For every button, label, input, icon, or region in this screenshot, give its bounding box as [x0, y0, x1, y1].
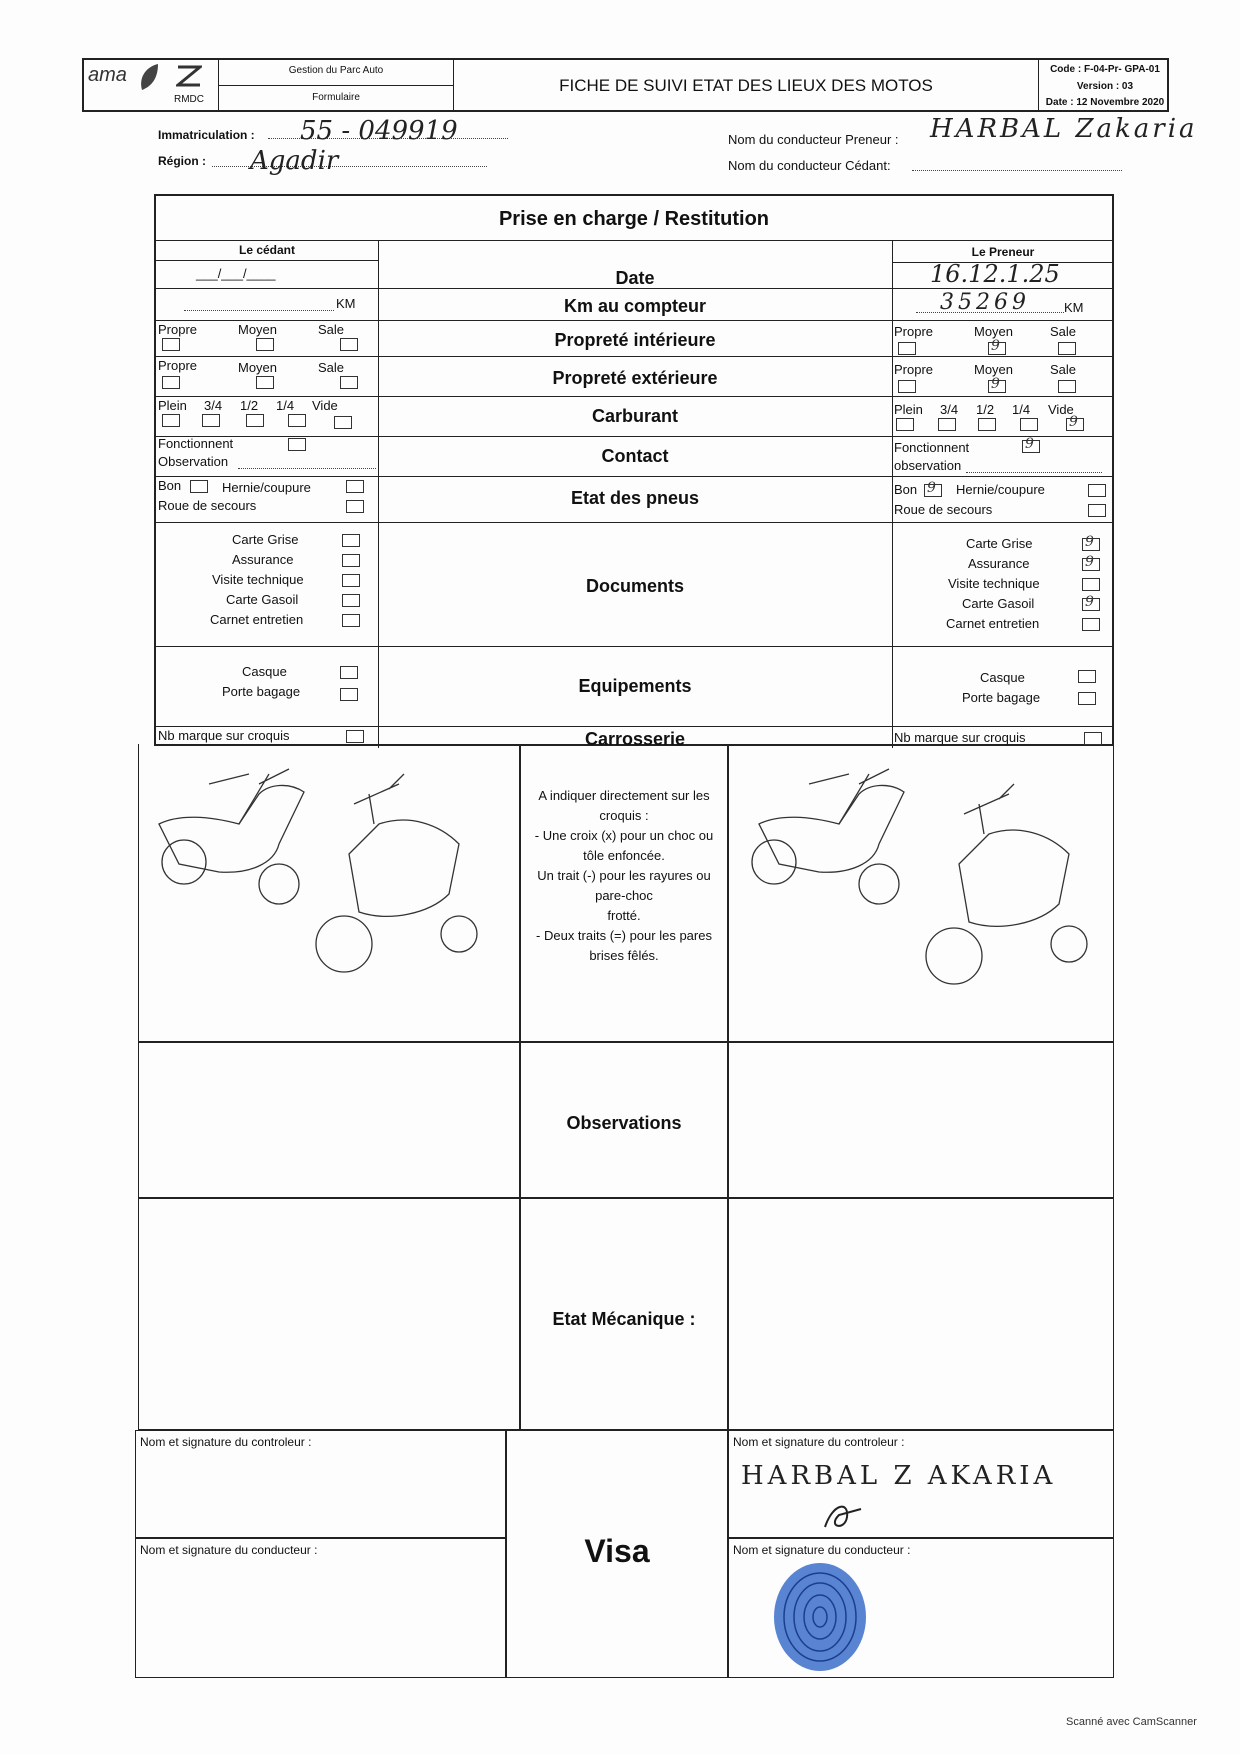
preneur-sketch-area[interactable] — [728, 744, 1114, 1042]
preneur-doc-assurance: Assurance — [968, 556, 1030, 571]
immat-label: Immatriculation : — [158, 128, 255, 142]
cedant-int-propre: Propre — [158, 322, 198, 337]
cedant-fuel-plein: Plein — [158, 398, 187, 413]
preneur-controleur-label: Nom et signature du controleur : — [733, 1435, 905, 1449]
preneur-conducteur-signature[interactable] — [728, 1538, 1114, 1678]
preneur-equip-porte-checkbox[interactable] — [1078, 692, 1096, 705]
preneur-int-sale: Sale — [1050, 324, 1077, 339]
mecanique-label: Etat Mécanique : — [552, 1309, 696, 1329]
cedant-fuel-14-checkbox[interactable] — [288, 414, 306, 427]
preneur-fuel-14: 1/4 — [1012, 402, 1031, 417]
row-pneus: Etat des pneus — [570, 488, 700, 508]
cedant-doc-gasoil-checkbox[interactable] — [342, 594, 360, 607]
preneur-value[interactable]: HARBAL Zakaria — [930, 114, 1198, 144]
cedant-doc-carnet-checkbox[interactable] — [342, 614, 360, 627]
cedant-fuel-34-checkbox[interactable] — [202, 414, 220, 427]
preneur-observations-area[interactable] — [728, 1042, 1114, 1198]
cedant-equip-porte-checkbox[interactable] — [340, 688, 358, 701]
cedant-label: Nom du conducteur Cédant: — [728, 158, 891, 173]
cedant-ext-propre-checkbox[interactable] — [162, 376, 180, 389]
preneur-fuel-34-checkbox[interactable] — [938, 418, 956, 431]
preneur-int-moyen: Moyen — [974, 324, 1014, 339]
table-title: Prise en charge / Restitution — [498, 208, 770, 230]
cedant-nb-marque-checkbox[interactable] — [346, 730, 364, 743]
cedant-observation: Observation — [158, 454, 229, 469]
preneur-fuel-14-checkbox[interactable] — [1020, 418, 1038, 431]
preneur-km-unit: KM — [1064, 300, 1084, 315]
visa-box — [506, 1430, 728, 1678]
cedant-fuel-plein-checkbox[interactable] — [162, 414, 180, 427]
preneur-fuel-vide: Vide — [1048, 402, 1074, 417]
preneur-fuel-vide-checkbox[interactable] — [1066, 418, 1084, 431]
cedant-roue-checkbox[interactable] — [346, 500, 364, 513]
code-block — [1039, 60, 1171, 110]
preneur-doc-visite: Visite technique — [948, 576, 1040, 591]
preneur-int-propre: Propre — [894, 324, 934, 339]
instr-line-3: - Une croix (x) pour un choc ou — [534, 828, 714, 843]
preneur-doc-carnet-checkbox[interactable] — [1082, 618, 1100, 631]
preneur-int-propre-checkbox[interactable] — [898, 342, 916, 355]
row-prop-int: Propreté intérieure — [554, 330, 716, 350]
cedant-doc-carte-grise: Carte Grise — [232, 532, 299, 547]
cedant-date[interactable]: ___/___/____ — [196, 266, 276, 281]
instructions-box — [520, 744, 728, 1042]
cedant-sketch-area[interactable] — [138, 744, 520, 1042]
row-documents: Documents — [585, 576, 684, 596]
preneur-doc-carte-grise-checkbox[interactable] — [1082, 538, 1100, 551]
cedant-conducteur-signature[interactable] — [135, 1538, 506, 1678]
preneur-fuel-plein-checkbox[interactable] — [896, 418, 914, 431]
instr-line-2: croquis : — [599, 808, 649, 823]
row-carburant: Carburant — [591, 406, 678, 426]
cedant-ext-moyen-checkbox[interactable] — [256, 376, 274, 389]
instr-line-7: frotté. — [607, 908, 641, 923]
preneur-controleur-signature[interactable] — [728, 1430, 1114, 1538]
preneur-doc-gasoil: Carte Gasoil — [962, 596, 1035, 611]
title-block — [454, 60, 1039, 110]
logo-sub: RMDC — [174, 94, 204, 105]
preneur-date[interactable]: 16.12.1.25 — [930, 260, 1060, 288]
instr-line-1: A indiquer directement sur les — [538, 788, 710, 803]
logo-text: ama — [88, 64, 127, 86]
cedant-doc-carte-grise-checkbox[interactable] — [342, 534, 360, 547]
immat-value[interactable]: 55 - 049919 — [300, 116, 458, 146]
cedant-ext-sale: Sale — [318, 360, 345, 375]
preneur-fuel-12: 1/2 — [976, 402, 995, 417]
dept-block — [219, 60, 454, 110]
cedant-ext-sale-checkbox[interactable] — [340, 376, 358, 389]
scanner-watermark: Scanné avec CamScanner — [1066, 1716, 1197, 1728]
row-equipements: Equipements — [578, 676, 692, 696]
preneur-ext-propre: Propre — [894, 362, 934, 377]
cedant-fuel-14: 1/4 — [276, 398, 295, 413]
preneur-km[interactable]: 35269 — [940, 290, 1030, 315]
region-label: Région : — [158, 154, 206, 168]
region-value[interactable]: Agadir — [250, 146, 339, 176]
preneur-equip-casque-checkbox[interactable] — [1078, 670, 1096, 683]
observations-label: Observations — [566, 1113, 682, 1133]
row-carrosserie: Carrosserie — [584, 729, 686, 749]
preneur-observation: observation — [894, 458, 962, 473]
cedant-equip-casque: Casque — [242, 664, 287, 679]
cedant-observations-area[interactable] — [138, 1042, 520, 1198]
inspection-table — [154, 194, 1114, 749]
cedant-hernie-checkbox[interactable] — [346, 480, 364, 493]
fingerprint-icon — [765, 1557, 875, 1675]
cedant-int-propre-checkbox[interactable] — [162, 338, 180, 351]
cedant-mecanique-area[interactable] — [138, 1198, 520, 1430]
preneur-conducteur-label: Nom et signature du conducteur : — [733, 1543, 911, 1557]
cedant-int-sale: Sale — [318, 322, 345, 337]
form-type-label: Formulaire — [312, 92, 360, 103]
preneur-int-moyen-checkbox[interactable] — [988, 342, 1006, 355]
cedant-bon: Bon — [158, 478, 182, 493]
preneur-ext-sale-checkbox[interactable] — [1058, 380, 1076, 393]
cedant-doc-carnet: Carnet entretien — [210, 612, 304, 627]
instr-line-8: - Deux traits (=) pour les pares — [536, 928, 712, 943]
instr-line-4: tôle enfoncée. — [583, 848, 665, 863]
preneur-equip-casque: Casque — [980, 670, 1025, 685]
cedant-fuel-vide-checkbox[interactable] — [334, 416, 352, 429]
signature-scribble-icon — [819, 1497, 869, 1535]
preneur-bon: Bon — [894, 482, 918, 497]
preneur-doc-gasoil-checkbox[interactable] — [1082, 598, 1100, 611]
scooter-sketch-icon — [729, 744, 1113, 1040]
cedant-header: Le cédant — [238, 243, 295, 257]
cedant-nb-marque: Nb marque sur croquis — [158, 728, 290, 743]
dept-label: Gestion du Parc Auto — [288, 65, 384, 76]
cedant-int-moyen: Moyen — [238, 322, 278, 337]
cedant-fonctionnement: Fonctionnent — [158, 436, 234, 451]
form-code: Code : F-04-Pr- GPA-01 — [1050, 64, 1160, 75]
mecanique-label-box — [520, 1198, 728, 1430]
preneur-mecanique-area[interactable] — [728, 1198, 1114, 1430]
preneur-hernie: Hernie/coupure — [956, 482, 1045, 497]
preneur-equip-porte: Porte bagage — [962, 690, 1041, 705]
preneur-doc-assurance-checkbox[interactable] — [1082, 558, 1100, 571]
logo-block — [84, 60, 219, 110]
instr-line-9: brises fêlés. — [589, 948, 659, 963]
preneur-contact-checkbox[interactable] — [1022, 440, 1040, 453]
row-contact: Contact — [601, 446, 669, 466]
visa-label: Visa — [584, 1533, 650, 1569]
observations-label-box — [520, 1042, 728, 1198]
instr-line-6: pare-choc — [595, 888, 653, 903]
cedant-int-sale-checkbox[interactable] — [340, 338, 358, 351]
form-date: Date : 12 Novembre 2020 — [1045, 97, 1165, 108]
row-date: Date — [615, 268, 655, 288]
preneur-header: Le Preneur — [971, 245, 1035, 259]
cedant-doc-assurance-checkbox[interactable] — [342, 554, 360, 567]
preneur-fuel-plein: Plein — [894, 402, 923, 417]
cedant-km-unit: KM — [336, 296, 356, 311]
preneur-roue: Roue de secours — [894, 502, 993, 517]
preneur-int-sale-checkbox[interactable] — [1058, 342, 1076, 355]
cedant-hernie: Hernie/coupure — [222, 480, 311, 495]
form-version: Version : 03 — [1076, 81, 1134, 92]
leaf-logo-icon — [136, 62, 162, 92]
page-title: FICHE DE SUIVI ETAT DES LIEUX DES MOTOS — [559, 76, 933, 95]
cedant-doc-gasoil: Carte Gasoil — [226, 592, 299, 607]
preneur-ext-moyen-checkbox[interactable] — [988, 380, 1006, 393]
preneur-doc-visite-checkbox[interactable] — [1082, 578, 1100, 591]
preneur-label: Nom du conducteur Preneur : — [728, 132, 899, 147]
cedant-fuel-vide: Vide — [312, 398, 338, 413]
cedant-ext-propre: Propre — [158, 358, 198, 373]
preneur-fuel-34: 3/4 — [940, 402, 959, 417]
preneur-doc-carnet: Carnet entretien — [946, 616, 1040, 631]
rmdc-logo-icon — [176, 63, 202, 87]
instr-line-5: Un trait (-) pour les rayures ou — [537, 868, 711, 883]
controleur-name: HARBAL Z AKARIA — [741, 1461, 1057, 1491]
cedant-controleur-signature[interactable] — [135, 1430, 506, 1538]
cedant-int-moyen-checkbox[interactable] — [256, 338, 274, 351]
preneur-nb-marque: Nb marque sur croquis — [894, 730, 1026, 745]
cedant-equip-casque-checkbox[interactable] — [340, 666, 358, 679]
row-prop-ext: Propreté extérieure — [552, 368, 718, 388]
preneur-ext-propre-checkbox[interactable] — [898, 380, 916, 393]
cedant-contact-checkbox[interactable] — [288, 438, 306, 451]
preneur-ext-moyen: Moyen — [974, 362, 1014, 377]
cedant-doc-visite: Visite technique — [212, 572, 304, 587]
cedant-ext-moyen: Moyen — [238, 360, 278, 375]
scooter-sketch-icon — [139, 744, 519, 1040]
preneur-bon-checkbox[interactable] — [924, 484, 942, 497]
row-km: Km au compteur — [563, 296, 707, 316]
cedant-equip-porte: Porte bagage — [222, 684, 301, 699]
preneur-fonctionnement: Fonctionnent — [894, 440, 970, 455]
cedant-controleur-label: Nom et signature du controleur : — [140, 1435, 312, 1449]
preneur-hernie-checkbox[interactable] — [1088, 484, 1106, 497]
form-header — [82, 58, 1169, 112]
cedant-doc-assurance: Assurance — [232, 552, 294, 567]
preneur-ext-sale: Sale — [1050, 362, 1077, 377]
preneur-roue-checkbox[interactable] — [1088, 504, 1106, 517]
cedant-roue: Roue de secours — [158, 498, 257, 513]
cedant-doc-visite-checkbox[interactable] — [342, 574, 360, 587]
cedant-fuel-12-checkbox[interactable] — [246, 414, 264, 427]
cedant-fuel-12: 1/2 — [240, 398, 259, 413]
preneur-fuel-12-checkbox[interactable] — [978, 418, 996, 431]
cedant-fuel-34: 3/4 — [204, 398, 223, 413]
cedant-conducteur-label: Nom et signature du conducteur : — [140, 1543, 318, 1557]
cedant-bon-checkbox[interactable] — [190, 480, 208, 493]
preneur-doc-carte-grise: Carte Grise — [966, 536, 1033, 551]
